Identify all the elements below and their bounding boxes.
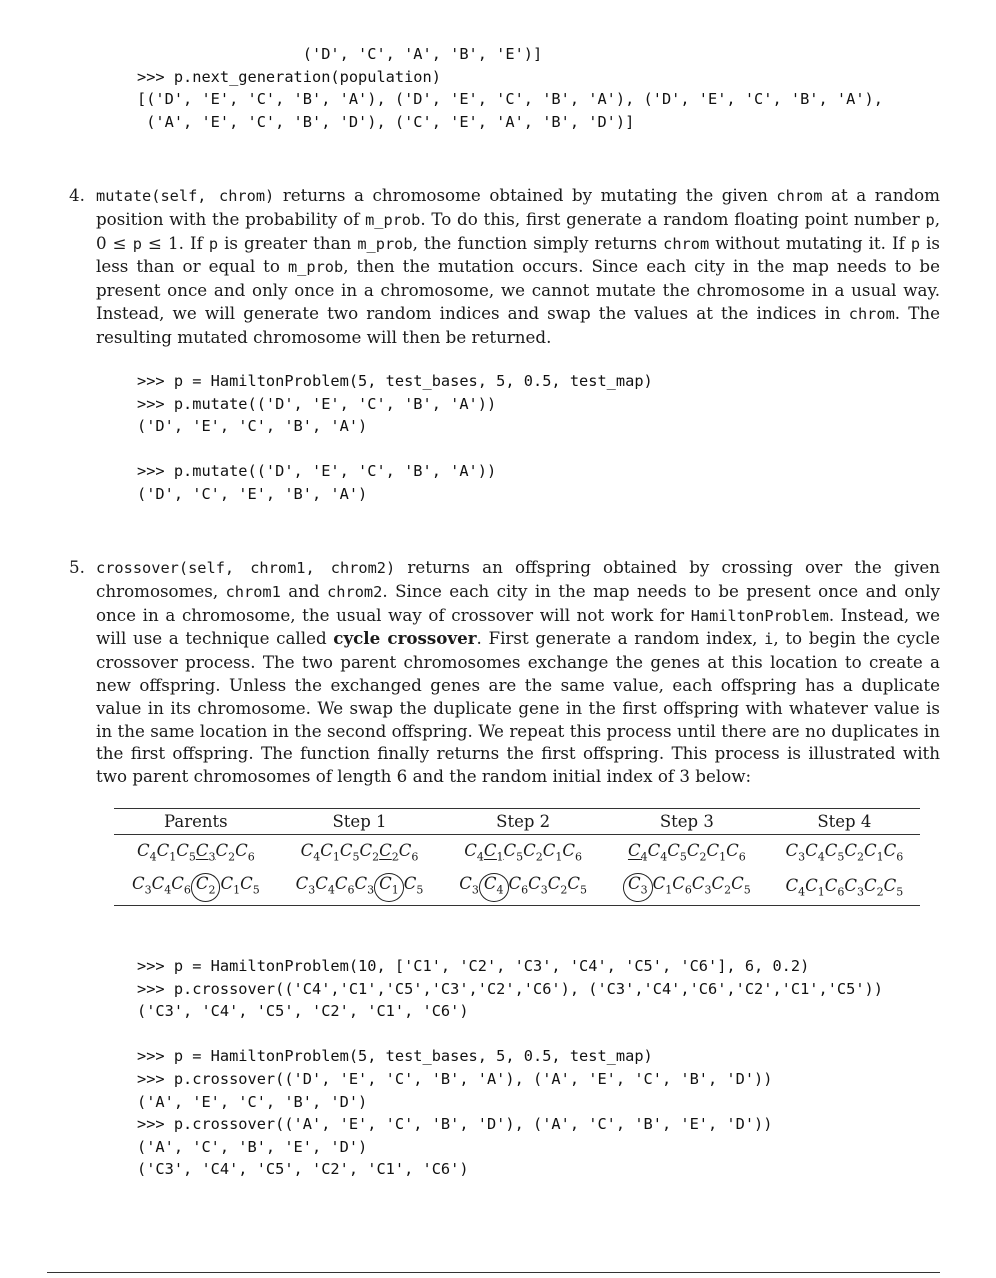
gene: $C_1$ (483, 841, 504, 864)
table-row (114, 870, 920, 906)
gene: $C_5$ (667, 841, 687, 864)
gene: $C_1$ (320, 841, 340, 864)
gene: $C_5$ (176, 841, 196, 864)
list-item-crossover (69, 556, 941, 788)
code-line: >>> p.mutate(('D', 'E', 'C', 'B', 'A')) (137, 462, 497, 481)
gene: $C_4$ (464, 841, 484, 864)
code-block-crossover (137, 955, 883, 1181)
gene: $C_3$ (844, 876, 864, 899)
code-block-next-generation (137, 43, 883, 133)
gene: $C_3$ (195, 841, 216, 864)
gene: $C_3$ (528, 874, 548, 897)
code-line: >>> p = HamiltonProblem(5, test_bases, 5, 0.5, test_map) (137, 1047, 653, 1066)
gene: $C_1$ (863, 841, 884, 864)
gene: $C_1$ (156, 841, 177, 864)
gene: $C_2$ (711, 874, 732, 897)
code-line: ('C3', 'C4', 'C5', 'C2', 'C1', 'C6') (137, 1160, 469, 1179)
header-step-3: Step 3 (605, 809, 769, 835)
item-number: 5. (69, 557, 85, 577)
chromosome-cell (278, 835, 442, 871)
code-line: ('A', 'C', 'B', 'E', 'D') (137, 1137, 368, 1156)
crossover-signature: crossover(self, chrom1, chrom2) (96, 559, 396, 577)
header-step-1: Step 1 (278, 809, 442, 835)
gene: $C_4$ (805, 841, 825, 864)
gene: $C_4$ (300, 841, 321, 864)
code-line: ('D', 'C', 'E', 'B', 'A') (137, 484, 368, 503)
gene: $C_2$ (191, 873, 221, 901)
gene: $C_1$ (220, 874, 241, 897)
gene: $C_6$ (171, 874, 191, 897)
gene: $C_6$ (508, 874, 529, 897)
gene: $C_1$ (542, 841, 563, 864)
crossover-description: crossover(self, chrom1, chrom2) returns an offspring obtained by crossing over the given chromosomes, chrom1 and chrom2. Since each city in the map needs to be present once and only once in a chromosome, the usual way of crossover will not work for HamiltonProblem. Instead, we will use a technique called cycle crossover. First generate a random index, i, to begin the cycle crossover process. The two parent chromosomes exchange the genes at this location to create a new offspring. Unless the exchanged genes are the same value, each offspring has a duplicate value in its chromosome. We swap the duplicate gene in the first offspring with whatever value is in the same location in the second offspring. We repeat this process until there are no duplicates in the first offspring. The function finally returns the first offspring. This process is illustrated with two parent chromosomes of length 6 and the random initial index of 3 below: (96, 557, 941, 787)
gene: $C_3$ (691, 874, 712, 897)
gene: $C_2$ (523, 841, 543, 864)
code-line: ('D', 'C', 'A', 'B', 'E')] (137, 45, 543, 63)
code-line: ('A', 'E', 'C', 'B', 'D') (137, 1092, 368, 1111)
code-line: [('D', 'E', 'C', 'B', 'A'), ('D', 'E', 'C', 'B', 'A'), ('D', 'E', 'C', 'B', 'A'), (137, 90, 883, 109)
gene: $C_4$ (479, 873, 509, 901)
gene: $C_5$ (824, 841, 845, 864)
code-line: >>> p.crossover(('A', 'E', 'C', 'B', 'D'), ('A', 'C', 'B', 'E', 'D')) (137, 1115, 773, 1134)
list-item-mutate (69, 184, 941, 349)
gene: $C_5$ (403, 874, 424, 897)
table-header-row (114, 809, 920, 835)
gene: $C_1$ (706, 841, 727, 864)
code-line: ('D', 'E', 'C', 'B', 'A') (137, 417, 368, 436)
chromosome-cell (441, 835, 605, 871)
chromosome-cell (605, 870, 769, 906)
chromosome-cell (769, 835, 920, 871)
gene: $C_2$ (359, 841, 380, 864)
gene: $C_6$ (672, 874, 692, 897)
code-line: >>> p.crossover(('C4','C1','C5','C3','C2','C6'), ('C3','C4','C6','C2','C1','C5')) (137, 979, 883, 998)
gene: $C_5$ (731, 874, 751, 897)
gene: $C_2$ (686, 841, 707, 864)
gene: $C_5$ (567, 874, 588, 897)
chromosome-cell (769, 870, 920, 906)
code-block-mutate (137, 370, 653, 506)
code-line: >>> p = HamiltonProblem(10, ['C1', 'C2', 'C3', 'C4', 'C5', 'C6'], 6, 0.2) (137, 957, 810, 975)
gene: $C_5$ (883, 876, 904, 899)
header-step-4: Step 4 (769, 809, 920, 835)
gene: $C_3$ (459, 874, 479, 897)
gene: $C_6$ (398, 841, 419, 864)
gene: $C_6$ (883, 841, 904, 864)
gene: $C_3$ (785, 841, 806, 864)
gene: $C_5$ (339, 841, 360, 864)
mutate-description: mutate(self, chrom) returns a chromosome obtained by mutating the given chrom at a random position with the probability of m_prob. To do this, first generate a random floating point number p, 0 ≤ p ≤ 1. If p is greater than m_prob, the function simply returns chrom without mutating it. If p is less than or equal to m_prob, then the mutation occurs. Since each city in the map needs to be present once and only once in a chromosome, we cannot mutate the chromosome in a usual way. Instead, we will generate two random indices and swap the values at the indices in chrom. The resulting mutated chromosome will then be returned. (96, 185, 941, 347)
code-line: >>> p.crossover(('D', 'E', 'C', 'B', 'A'), ('A', 'E', 'C', 'B', 'D')) (137, 1069, 773, 1088)
chromosome-cell (605, 835, 769, 871)
gene: $C_3$ (623, 873, 653, 901)
gene: $C_4$ (136, 841, 157, 864)
chromosome-cell (278, 870, 442, 906)
chromosome-cell (114, 870, 278, 906)
gene: $C_2$ (844, 841, 864, 864)
gene: $C_4$ (627, 841, 648, 864)
mutate-signature: mutate(self, chrom) (96, 187, 275, 205)
gene: $C_2$ (547, 874, 568, 897)
gene: $C_3$ (295, 874, 316, 897)
code-line: >>> p.next_generation(population) (137, 67, 441, 86)
code-line: >>> p = HamiltonProblem(5, test_bases, 5, 0.5, test_map) (137, 372, 653, 390)
gene: $C_4$ (785, 876, 806, 899)
chromosome-cell (114, 835, 278, 871)
gene: $C_3$ (354, 874, 375, 897)
code-line: ('C3', 'C4', 'C5', 'C2', 'C1', 'C6') (137, 1002, 469, 1021)
gene: $C_3$ (131, 874, 152, 897)
chromosome-cell (441, 870, 605, 906)
gene: $C_5$ (503, 841, 524, 864)
gene: $C_4$ (151, 874, 172, 897)
gene: $C_6$ (726, 841, 746, 864)
code-line: >>> p.mutate(('D', 'E', 'C', 'B', 'A')) (137, 394, 497, 413)
gene: $C_4$ (315, 874, 335, 897)
gene: $C_5$ (240, 874, 260, 897)
header-step-2: Step 2 (441, 809, 605, 835)
table-row (114, 835, 920, 871)
gene: $C_1$ (805, 876, 825, 899)
header-parents: Parents (114, 809, 278, 835)
item-number: 4. (69, 185, 85, 205)
page-footer-rule (47, 1272, 940, 1273)
gene: $C_6$ (824, 876, 845, 899)
code-line: ('A', 'E', 'C', 'B', 'D'), ('C', 'E', 'A', 'B', 'D')] (137, 112, 635, 131)
gene: $C_6$ (235, 841, 255, 864)
gene: $C_2$ (379, 841, 399, 864)
gene: $C_1$ (652, 874, 673, 897)
gene: $C_4$ (647, 841, 668, 864)
gene: $C_6$ (562, 841, 583, 864)
gene: $C_1$ (374, 873, 404, 901)
gene: $C_6$ (334, 874, 355, 897)
gene: $C_2$ (215, 841, 236, 864)
cycle-crossover-table (114, 808, 920, 906)
gene: $C_2$ (863, 876, 884, 899)
